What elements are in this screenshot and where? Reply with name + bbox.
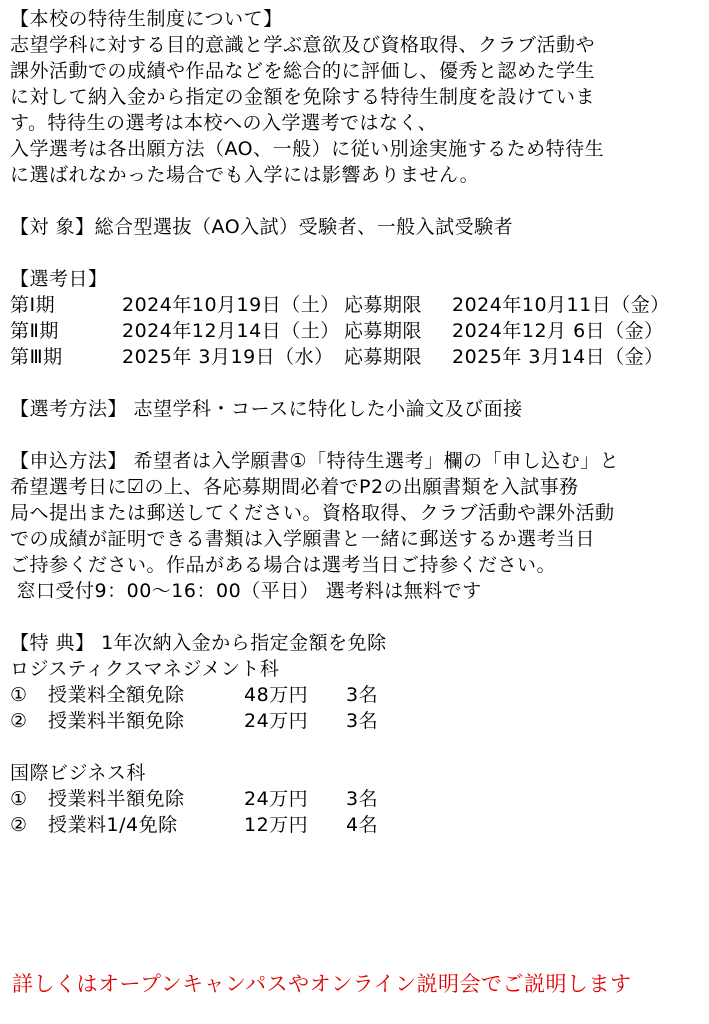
footer-notice: 詳しくはオープンキャンパスやオンライン説明会でご説明します xyxy=(12,972,632,996)
intro-heading: 【本校の特待生制度について】 xyxy=(10,8,283,30)
schedule-date: 2024年12月14日（土） xyxy=(122,320,340,342)
application-line: 窓口受付9：00～16：00（平日） 選考料は無料です xyxy=(10,580,482,602)
spacer xyxy=(10,604,702,630)
benefit-count: 3名 xyxy=(346,710,379,732)
intro-line: 志望学科に対する目的意識と学ぶ意欲及び資格取得、クラブ活動や xyxy=(10,34,596,56)
benefit-row xyxy=(10,812,702,838)
benefit-count: 3名 xyxy=(346,788,379,810)
benefit-count: 3名 xyxy=(346,684,379,706)
spacer xyxy=(10,188,702,214)
benefit-amount: 48万円 xyxy=(244,684,309,706)
application-line: での成績が証明できる書類は入学願書と一緒に郵送するか選考当日 xyxy=(10,528,596,550)
schedule-deadline-label: 応募期限 xyxy=(344,320,423,342)
schedule-date: 2025年 3月19日（水） xyxy=(122,346,334,368)
target-line: 【対 象】総合型選抜（AO入試）受験者、一般入試受験者 xyxy=(10,216,514,238)
method-line: 【選考方法】 志望学科・コースに特化した小論文及び面接 xyxy=(10,398,523,420)
schedule-deadline-label: 応募期限 xyxy=(344,294,423,316)
intro-line: 課外活動での成績や作品などを総合的に評価し、優秀と認めた学生 xyxy=(10,60,596,82)
department-name: 国際ビジネス科 xyxy=(10,762,146,784)
benefit-number: ② xyxy=(10,814,28,836)
schedule-row xyxy=(10,292,702,318)
document-body xyxy=(10,6,702,838)
spacer xyxy=(10,422,702,448)
schedule-term: 第Ⅲ期 xyxy=(10,346,63,368)
application-line: ご持参ください。作品がある場合は選考当日ご持参ください。 xyxy=(10,554,557,576)
intro-line: す。特待生の選考は本校への入学選考ではなく、 xyxy=(10,112,438,134)
spacer xyxy=(10,734,702,760)
schedule-deadline: 2024年10月11日（金） xyxy=(452,294,670,316)
benefit-row xyxy=(10,708,702,734)
schedule-deadline-label: 応募期限 xyxy=(344,346,423,368)
benefit-number: ② xyxy=(10,710,28,732)
benefit-amount: 12万円 xyxy=(244,814,309,836)
benefit-description: 授業料半額免除 xyxy=(48,710,185,732)
schedule-date: 2024年10月19日（土） xyxy=(122,294,340,316)
benefit-count: 4名 xyxy=(346,814,379,836)
intro-line: 入学選考は各出願方法（AO、一般）に従い別途実施するため特待生 xyxy=(10,138,605,160)
benefit-description: 授業料半額免除 xyxy=(48,788,185,810)
benefit-heading: 【特 典】 1年次納入金から指定金額を免除 xyxy=(10,632,387,654)
benefit-amount: 24万円 xyxy=(244,788,309,810)
intro-line: に選ばれなかった場合でも入学には影響ありません。 xyxy=(10,164,480,186)
schedule-term: 第Ⅱ期 xyxy=(10,320,59,342)
application-line: 【申込方法】 希望者は入学願書①「特待生選考」欄の「申し込む」と xyxy=(10,450,620,472)
application-line: 希望選考日に☑の上、各応募期間必着でP2の出願書類を入試事務 xyxy=(10,476,579,498)
benefit-amount: 24万円 xyxy=(244,710,309,732)
benefit-row xyxy=(10,786,702,812)
schedule-deadline: 2024年12月 6日（金） xyxy=(452,320,664,342)
department-name: ロジスティクスマネジメント科 xyxy=(10,658,280,680)
benefit-number: ① xyxy=(10,788,28,810)
benefit-number: ① xyxy=(10,684,28,706)
schedule-row xyxy=(10,318,702,344)
benefit-description: 授業料1/4免除 xyxy=(48,814,178,836)
benefit-description: 授業料全額免除 xyxy=(48,684,185,706)
schedule-row xyxy=(10,344,702,370)
schedule-deadline: 2025年 3月14日（金） xyxy=(452,346,664,368)
schedule-heading: 【選考日】 xyxy=(10,268,108,290)
spacer xyxy=(10,370,702,396)
application-line: 局へ提出または郵送してください。資格取得、クラブ活動や課外活動 xyxy=(10,502,615,524)
spacer xyxy=(10,240,702,266)
schedule-term: 第Ⅰ期 xyxy=(10,294,56,316)
benefit-row xyxy=(10,682,702,708)
intro-line: に対して納入金から指定の金額を免除する特待生制度を設けていま xyxy=(10,86,596,108)
